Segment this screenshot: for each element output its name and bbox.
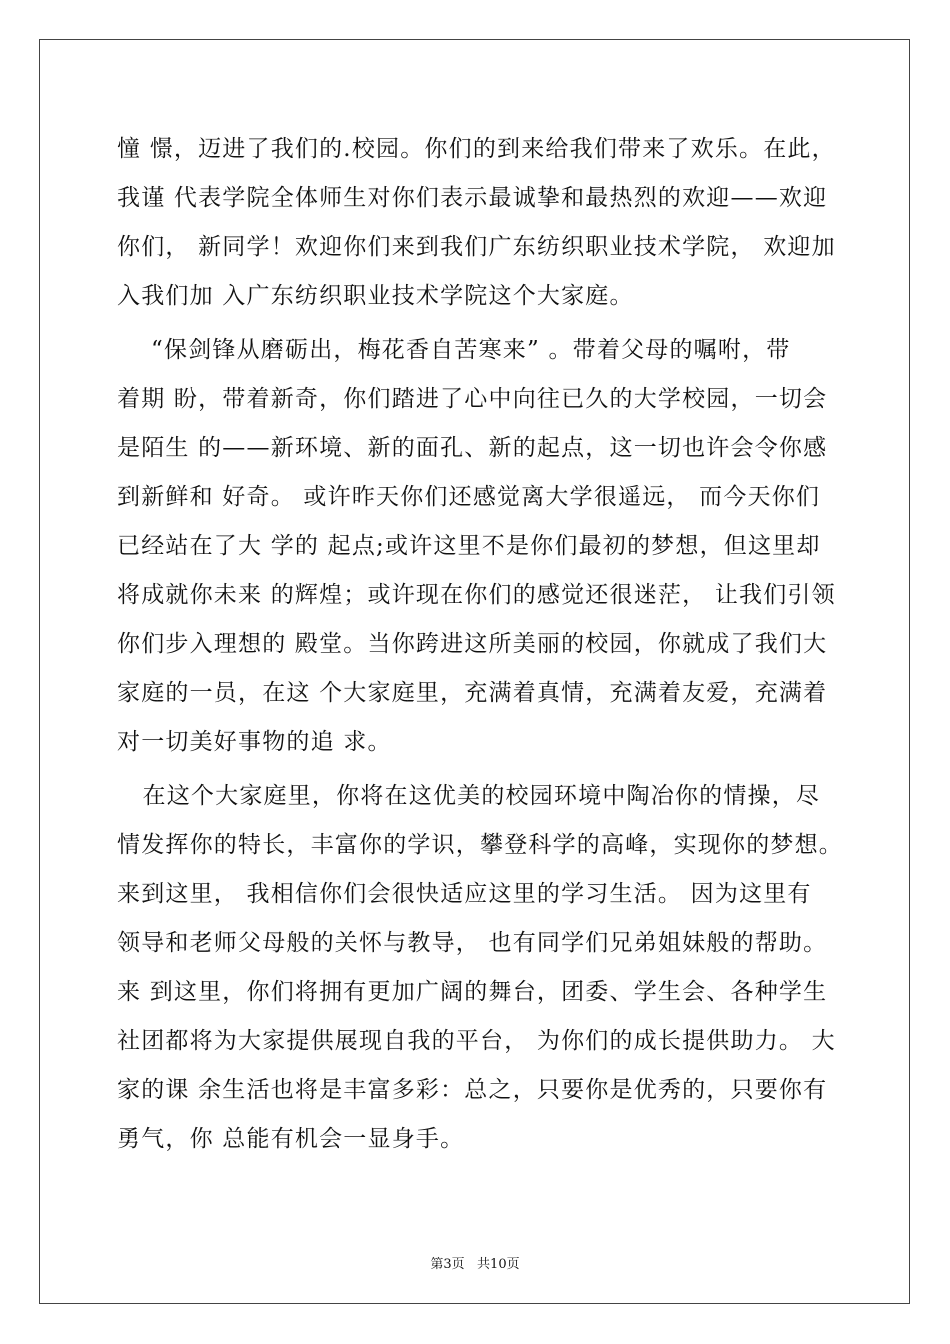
text-line: 着期 盼，带着新奇，你们踏进了心中向往已久的大学校园，一切会 [117, 386, 828, 412]
text-line: 领导和老师父母般的关怀与教导， 也有同学们兄弟姐妹般的帮助。 [117, 930, 828, 956]
text-line: 我谨 代表学院全体师生对你们表示最诚挚和最热烈的欢迎——欢迎 [117, 185, 828, 211]
text-line: 社团都将为大家提供展现自我的平台， 为你们的成长提供助力。 大 [117, 1028, 836, 1054]
text-line: 来到这里， 我相信你们会很快适应这里的学习生活。 因为这里有 [117, 881, 812, 907]
text-line: 在这个大家庭里，你将在这优美的校园环境中陶冶你的情操，尽 [117, 783, 821, 809]
text-line: 是陌生 的——新环境、新的面孔、新的起点，这一切也许会令你感 [117, 435, 828, 461]
text-line: 家的课 余生活也将是丰富多彩：总之，只要你是优秀的，只要你有 [117, 1077, 828, 1103]
text-line: “保剑锋从磨砺出，梅花香自苦寒来” 。带着父母的嘱咐，带 [117, 337, 791, 363]
text-line: 你们步入理想的 殿堂。当你跨进这所美丽的校园，你就成了我们大 [117, 631, 828, 657]
text-line: 已经站在了大 学的 起点;或许这里不是你们最初的梦想，但这里却 [117, 533, 821, 559]
page-border [39, 39, 910, 1304]
page-number-footer: 第3页 共10页 [430, 1257, 520, 1272]
text-line: 到新鲜和 好奇。 或许昨天你们还感觉离大学很遥远， 而今天你们 [117, 484, 821, 510]
text-line: 勇气，你 总能有机会一显身手。 [117, 1126, 465, 1152]
text-line: 对一切美好事物的追 求。 [117, 729, 392, 755]
text-line: 家庭的一员，在这 个大家庭里，充满着真情，充满着友爱，充满着 [117, 680, 828, 706]
text-line: 将成就你未来 的辉煌；或许现在你们的感觉还很迷茫， 让我们引领 [117, 582, 836, 608]
text-line: 入我们加 入广东纺织职业技术学院这个大家庭。 [117, 283, 634, 309]
text-line: 来 到这里，你们将拥有更加广阔的舞台，团委、学生会、各种学生 [117, 979, 828, 1005]
text-line: 情发挥你的特长，丰富你的学识，攀登科学的高峰，实现你的梦想。 [117, 832, 843, 858]
text-line: 憧 憬，迈进了我们的.校园。你们的到来给我们带来了欢乐。在此， [117, 136, 836, 162]
text-line: 你们， 新同学！欢迎你们来到我们广东纺织职业技术学院， 欢迎加 [117, 234, 836, 260]
